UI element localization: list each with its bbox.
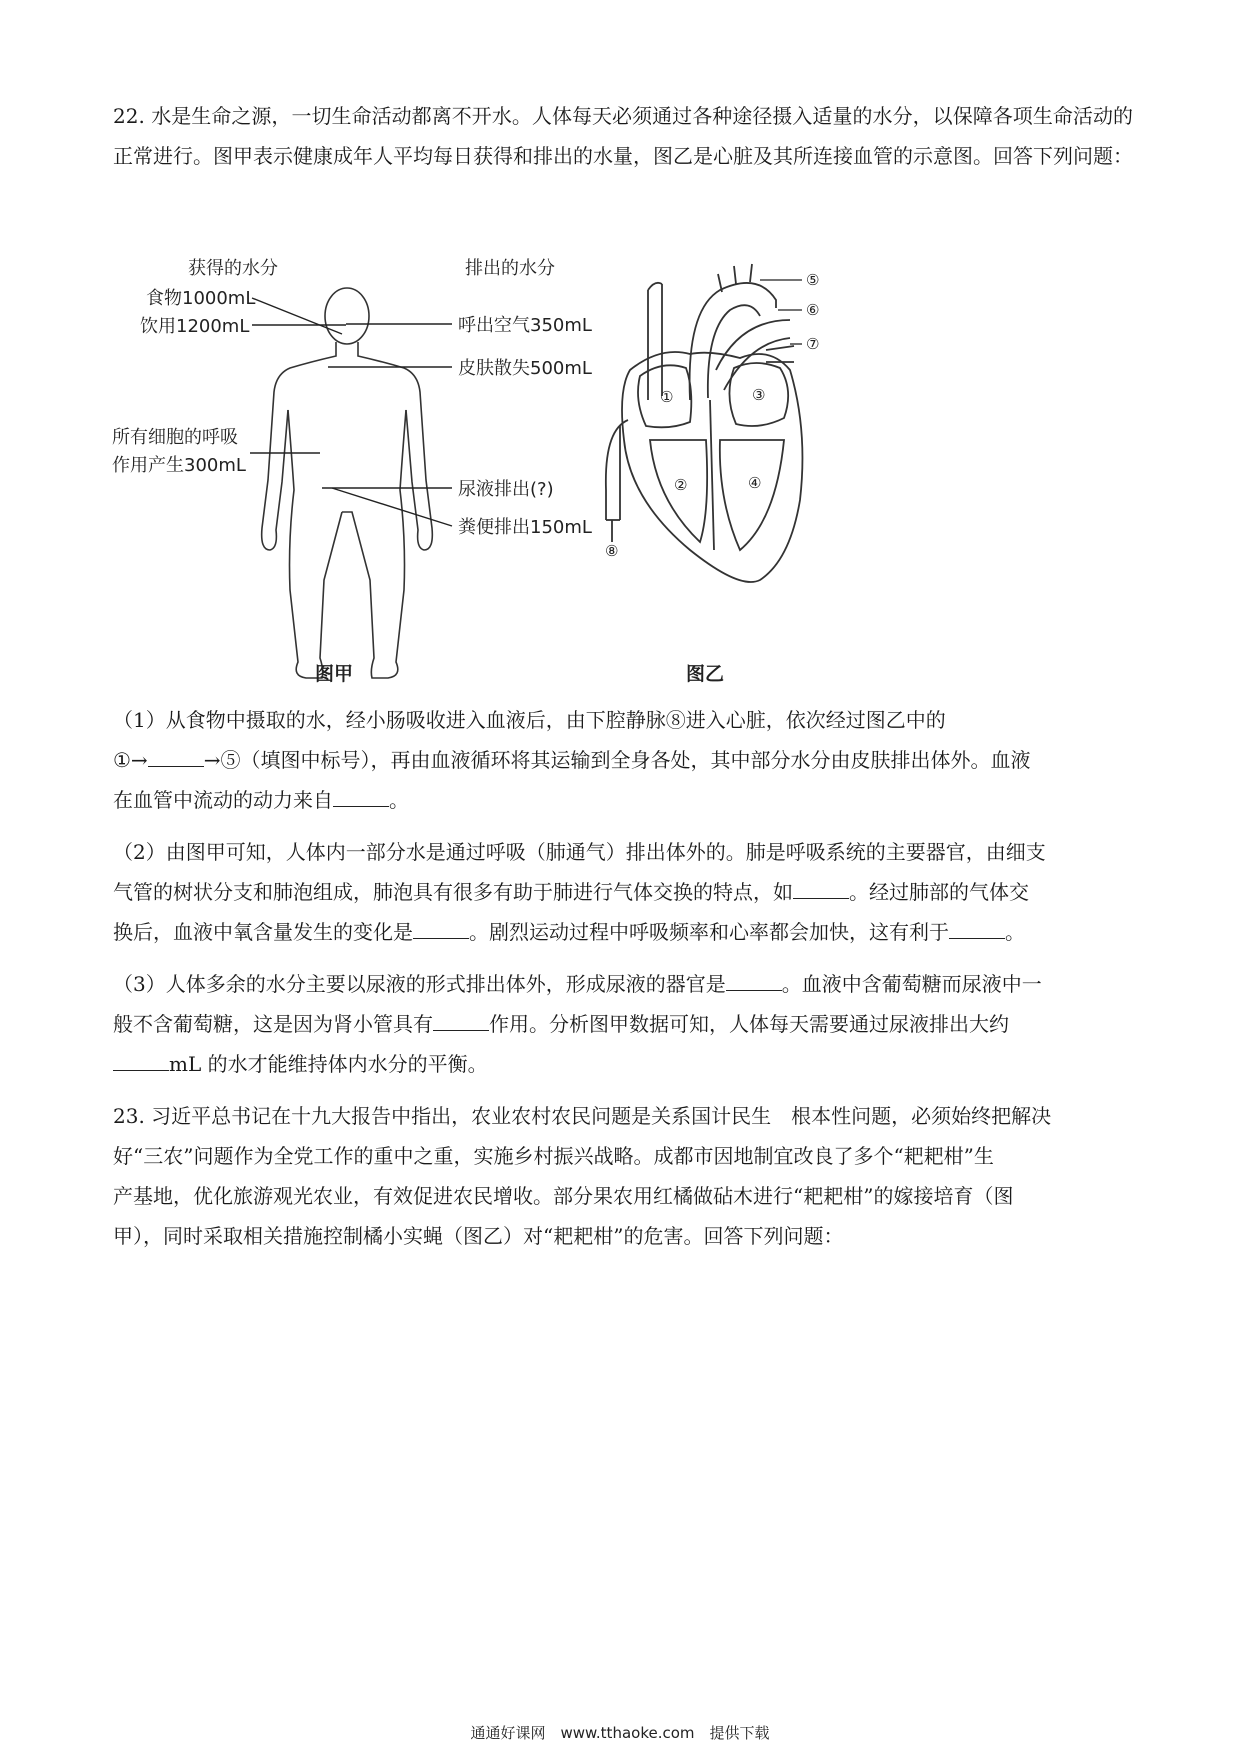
figures	[110, 250, 1140, 690]
heart-label-8: ⑧	[605, 542, 619, 560]
q23	[113, 1096, 1133, 1256]
answer-blank-5[interactable]	[949, 920, 1005, 939]
heart-label-7: ⑦	[806, 335, 820, 353]
sub3-b-post: 作用。分析图甲数据可知，人体每天需要通过尿液排出大约	[489, 1012, 1009, 1036]
label-skin: 皮肤散失500mL	[458, 358, 592, 379]
caption-jia: 图甲	[315, 663, 354, 685]
figure-jia	[112, 258, 592, 685]
body-outline-icon	[262, 288, 433, 678]
heart-label-4: ④	[748, 474, 762, 492]
label-urine: 尿液排出(?)	[458, 479, 554, 500]
sub1-c-post: 。	[389, 788, 409, 812]
sub2-line-a: （2）由图甲可知，人体内一部分水是通过呼吸（肺通气）排出体外的。肺是呼吸系统的主要器官，由细支	[113, 840, 1046, 864]
heart-icon	[606, 264, 803, 582]
q23-line-3: 产基地，优化旅游观光农业，有效促进农民增收。部分果农用红橘做砧木进行“耙耙柑”的嫁接培育（图	[113, 1184, 1014, 1208]
label-drink: 饮用1200mL	[140, 316, 250, 337]
caption-yi: 图乙	[686, 663, 725, 685]
answer-blank-8[interactable]	[113, 1052, 169, 1071]
q22-intro: 22. 水是生命之源，一切生命活动都离不开水。人体每天必须通过各种途径摄入适量的水分，以保障各项生命活动的正常进行。图甲表示健康成年人平均每日获得和排出的水量，图乙是心脏及其所连接血管的示意图。回答下列问题：	[113, 104, 1133, 168]
answer-blank-3[interactable]	[793, 880, 849, 899]
sub3-c-post: mL 的水才能维持体内水分的平衡。	[169, 1052, 488, 1076]
heart-label-3: ③	[752, 386, 766, 404]
heart-label-2: ②	[674, 476, 688, 494]
sub1-b-mid: →⑤（填图中标号），再由血液循环将其运输到全身各处，其中部分水分由皮肤排出体外。血液	[203, 748, 1031, 772]
heart-label-1: ①	[660, 388, 674, 406]
label-feces: 粪便排出150mL	[458, 517, 592, 538]
label-food: 食物1000mL	[146, 288, 256, 309]
q22-sub2	[113, 832, 1133, 952]
sub3-a-pre: （3）人体多余的水分主要以尿液的形式排出体外，形成尿液的器官是	[113, 972, 726, 996]
sub2-b-post: 。经过肺部的气体交	[849, 880, 1029, 904]
label-resp-2: 作用产生300mL	[112, 455, 246, 476]
q22-sub1	[113, 700, 1133, 820]
sub3-b-pre: 般不含葡萄糖，这是因为肾小管具有	[113, 1012, 433, 1036]
q22-sub3	[113, 964, 1133, 1084]
answer-blank-1[interactable]	[148, 748, 204, 767]
sub1-c-pre: 在血管中流动的动力来自	[113, 788, 333, 812]
sub1-line-a: （1）从食物中摄取的水，经小肠吸收进入血液后，由下腔静脉⑧进入心脏，依次经过图乙中的	[113, 708, 946, 732]
heart-label-6: ⑥	[806, 301, 820, 319]
sub2-c-pre: 换后，血液中氧含量发生的变化是	[113, 920, 413, 944]
sub1-b-pre: ①→	[113, 748, 148, 772]
q23-line-1: 23. 习近平总书记在十九大报告中指出，农业农村农民问题是关系国计民生 根本性问题，必须始终把解决	[113, 1104, 1052, 1128]
label-resp-1: 所有细胞的呼吸	[112, 427, 238, 448]
label-exhale: 呼出空气350mL	[458, 315, 592, 336]
q23-line-4: 甲），同时采取相关措施控制橘小实蝇（图乙）对“耙耙柑”的危害。回答下列问题：	[113, 1224, 844, 1248]
sub3-a-post: 。血液中含葡萄糖而尿液中一	[781, 972, 1042, 996]
figure-yi	[605, 264, 819, 685]
heart-label-5: ⑤	[806, 271, 820, 289]
sub2-b-pre: 气管的树状分支和肺泡组成，肺泡具有很多有助于肺进行气体交换的特点，如	[113, 880, 793, 904]
answer-blank-4[interactable]	[413, 920, 469, 939]
answer-blank-2[interactable]	[333, 788, 389, 807]
q23-line-2: 好“三农”问题作为全党工作的重中之重，实施乡村振兴战略。成都市因地制宜改良了多个“耙耙柑”生	[113, 1144, 994, 1168]
header-out: 排出的水分	[465, 258, 555, 279]
page-footer: 通通好课网 www.tthaoke.com 提供下载	[470, 1724, 770, 1742]
sub2-c-mid: 。剧烈运动过程中呼吸频率和心率都会加快，这有利于	[469, 920, 949, 944]
header-in: 获得的水分	[188, 258, 278, 279]
answer-blank-7[interactable]	[433, 1012, 489, 1031]
sub2-c-post: 。	[1005, 920, 1025, 944]
answer-blank-6[interactable]	[726, 972, 782, 991]
